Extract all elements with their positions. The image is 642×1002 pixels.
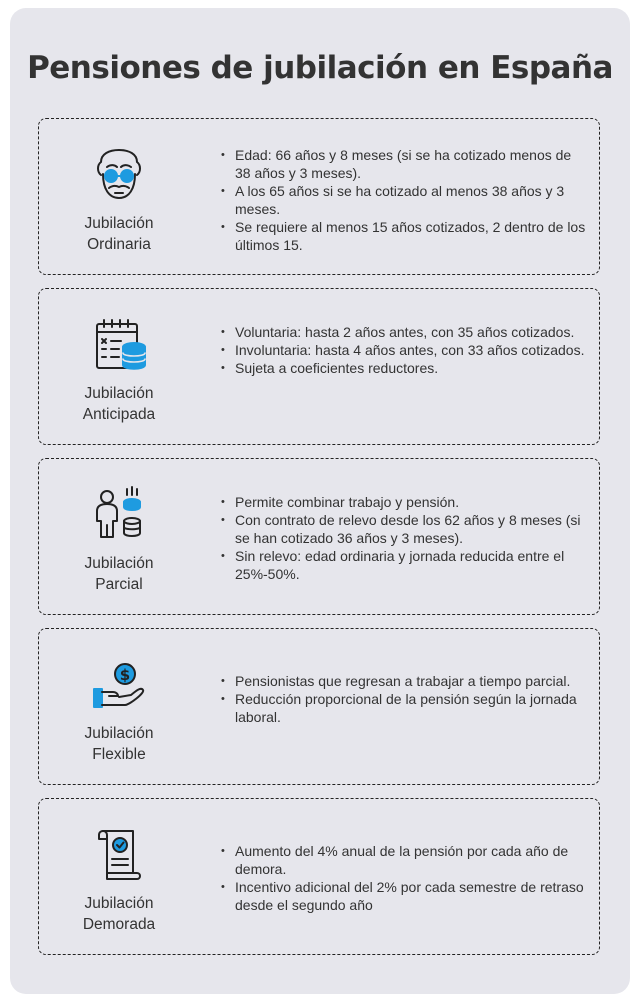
infographic — [10, 8, 630, 994]
list-item: • Se requiere al menos 15 años cotizados, 2 dentro de los últimos 15. — [219, 218, 589, 254]
card-ordinaria — [38, 118, 600, 275]
list-item: • Sujeta a coeficientes reductores. — [219, 359, 589, 377]
calendar-coins-icon — [79, 315, 159, 375]
card-label: Jubilación Ordinaria — [84, 215, 154, 253]
card-parcial — [38, 458, 600, 615]
certificate-check-icon — [79, 825, 159, 885]
list-item: • A los 65 años si se ha cotizado al menos 38 años y 3 meses. — [219, 182, 589, 218]
page-title: Pensiones de jubilación en España — [27, 50, 613, 86]
list-item: • Permite combinar trabajo y pensión. — [219, 493, 589, 511]
list-item: • Con contrato de relevo desde los 62 años y 8 meses (si se han cotizado 36 años y 3 meses). — [219, 511, 589, 547]
card-demorada — [38, 798, 600, 955]
card-label: Jubilación Flexible — [84, 725, 154, 763]
list-item: • Sin relevo: edad ordinaria y jornada reducida entre el 25%-50%. — [219, 547, 589, 583]
list-item: • Reducción proporcional de la pensión según la jornada laboral. — [219, 690, 589, 726]
bullet-list — [219, 672, 589, 726]
bullet-list — [219, 323, 589, 377]
card-anticipada — [38, 288, 600, 445]
bullet-list — [219, 146, 589, 254]
list-item: • Voluntaria: hasta 2 años antes, con 35 años cotizados. — [219, 323, 589, 341]
svg-text:$: $ — [119, 666, 131, 684]
card-flexible — [38, 628, 600, 785]
list-item: • Involuntaria: hasta 4 años antes, con 33 años cotizados. — [219, 341, 589, 359]
card-label: Jubilación Parcial — [84, 555, 154, 593]
hand-dollar-coin-icon — [79, 655, 159, 715]
bullet-list — [219, 842, 589, 914]
elderly-person-icon — [79, 145, 159, 205]
list-item: • Pensionistas que regresan a trabajar a tiempo parcial. — [219, 672, 589, 690]
list-item: • Aumento del 4% anual de la pensión por cada año de demora. — [219, 842, 589, 878]
list-item: • Edad: 66 años y 8 meses (si se ha cotizado menos de 38 años y 3 meses). — [219, 146, 589, 182]
card-label: Jubilación Anticipada — [82, 385, 156, 423]
bullet-list — [219, 493, 589, 583]
person-coins-icon — [79, 485, 159, 545]
list-item: • Incentivo adicional del 2% por cada semestre de retraso desde el segundo año — [219, 878, 589, 914]
card-label: Jubilación Demorada — [82, 895, 156, 933]
